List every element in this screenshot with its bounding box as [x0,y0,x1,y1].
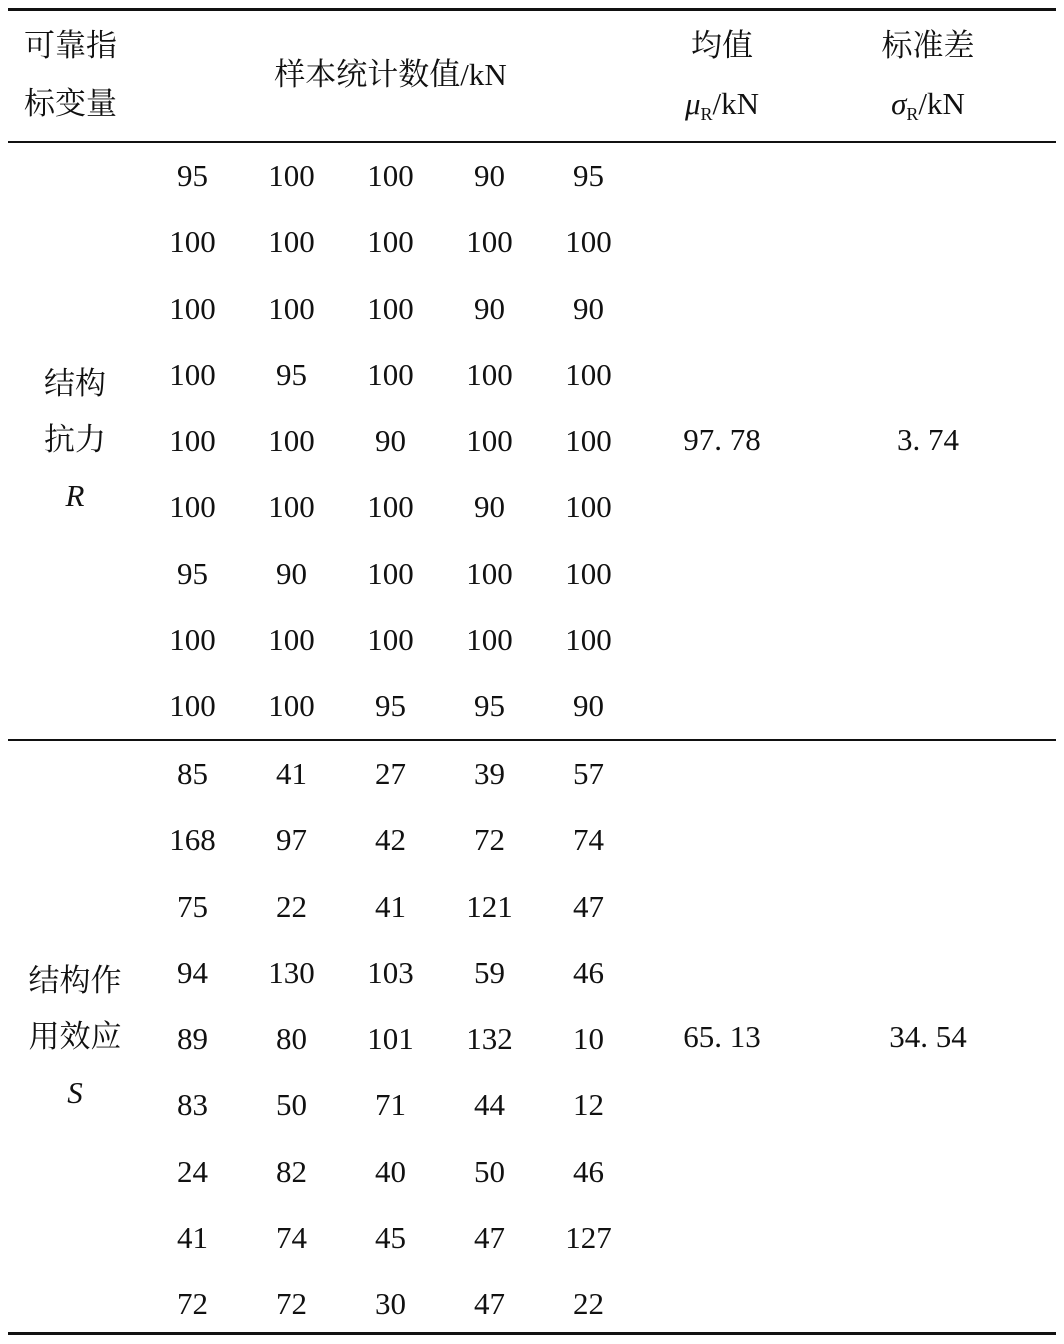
sample-cell: 27 [375,756,406,791]
sample-cell: 168 [169,822,216,858]
sample-cell: 24 [177,1153,208,1189]
table-row [143,342,638,408]
header-samples: 样本统计数值/kN [274,57,507,92]
sample-cell: 90 [375,423,406,459]
group-label-line1: 结构 [44,366,106,401]
header-std-line2 [828,75,1028,143]
header-mean [638,17,806,143]
sample-cell: 97 [276,822,307,858]
std-value-load-effect: 34. 54 [889,1019,967,1054]
sample-cell: 74 [276,1220,307,1256]
sample-cell: 100 [169,423,216,459]
std-subscript: R [906,104,919,124]
sample-cell: 130 [268,954,315,990]
sample-cell: 100 [466,356,513,392]
sample-cell: 100 [466,622,513,658]
sample-cell: 90 [276,555,307,591]
sample-cell: 103 [367,954,414,990]
sample-cell: 100 [466,224,513,260]
sample-cell: 40 [375,1153,406,1189]
sample-cell: 100 [367,356,414,392]
sample-cell: 50 [474,1153,505,1189]
sample-cell: 10 [573,1021,604,1057]
sample-cell: 47 [474,1220,505,1256]
group-label-symbol: S [67,1075,83,1110]
sample-cell: 90 [474,290,505,326]
sample-cell: 41 [375,888,406,924]
sample-cell: 80 [276,1021,307,1057]
table-row [143,474,638,540]
sample-cell: 12 [573,1087,604,1123]
sample-cell: 100 [169,356,216,392]
sample-cell: 101 [367,1021,414,1057]
header-mean-line1: 均值 [691,28,753,63]
sample-cell: 100 [565,356,612,392]
sample-cell: 100 [169,688,216,724]
sample-cell: 95 [375,688,406,724]
sample-cell: 22 [573,1286,604,1322]
sample-cell: 74 [573,822,604,858]
sample-cell: 100 [169,489,216,525]
mean-unit: /kN [712,86,760,121]
sample-cell: 95 [276,356,307,392]
sample-cell: 100 [565,423,612,459]
sample-cell: 72 [177,1286,208,1322]
table-row [143,874,638,940]
sample-cell: 100 [367,622,414,658]
sample-cell: 50 [276,1087,307,1123]
sample-cell: 132 [466,1021,513,1057]
sample-cell: 100 [268,290,315,326]
mean-value-load-effect: 65. 13 [683,1019,761,1054]
sample-cell: 44 [474,1087,505,1123]
sample-cell: 95 [177,555,208,591]
header-variable [24,17,134,133]
sample-cell: 100 [466,555,513,591]
table-row [143,541,638,607]
sample-cell: 85 [177,756,208,791]
sample-cell: 121 [466,888,513,924]
sample-cell: 100 [565,489,612,525]
table-row [143,408,638,474]
table-row [143,143,638,209]
sample-cell: 100 [367,555,414,591]
sample-cell: 100 [268,622,315,658]
group-label-line1: 结构作 [28,963,122,998]
top-rule [8,8,1056,11]
sample-cell: 42 [375,822,406,858]
std-symbol: σ [891,86,907,121]
samples-grid-load-effect [143,741,638,1338]
sample-cell: 95 [177,158,208,193]
sample-cell: 45 [375,1220,406,1256]
header-std [828,17,1028,143]
table-row [143,940,638,1006]
group-label-line2: 抗力 [44,422,106,457]
sample-cell: 100 [169,224,216,260]
sample-cell: 90 [474,489,505,525]
mean-subscript: R [700,104,713,124]
sample-cell: 100 [367,158,414,193]
sample-cell: 127 [565,1220,612,1256]
sample-cell: 57 [573,756,604,791]
table-row [143,1006,638,1072]
sample-cell: 83 [177,1087,208,1123]
sample-cell: 100 [169,290,216,326]
table-row [143,607,638,673]
sample-cell: 59 [474,954,505,990]
table-row [143,276,638,342]
header-variable-line1: 可靠指 [24,28,117,63]
std-unit: /kN [918,86,965,121]
sample-cell: 46 [573,954,604,990]
mean-symbol: μ [684,86,701,121]
sample-cell: 100 [169,622,216,658]
sample-cell: 75 [177,888,208,924]
sample-cell: 90 [474,158,505,193]
header-rule-left [8,141,143,143]
sample-cell: 71 [375,1087,406,1123]
sample-cell: 47 [573,888,604,924]
group-label-load-effect [20,953,130,1121]
sample-cell: 39 [474,756,505,791]
sample-cell: 100 [367,224,414,260]
table-row [143,1271,638,1337]
header-mean-line2 [638,75,806,143]
sample-cell: 95 [474,688,505,724]
sample-cell: 82 [276,1153,307,1189]
sample-cell: 72 [474,822,505,858]
sample-cell: 22 [276,888,307,924]
sample-cell: 100 [367,489,414,525]
std-value-resistance: 3. 74 [897,422,959,457]
sample-cell: 100 [268,158,315,193]
sample-cell: 100 [565,622,612,658]
mean-value-resistance: 97. 78 [683,422,761,457]
sample-cell: 89 [177,1021,208,1057]
table-row [143,1205,638,1271]
table-row [143,209,638,275]
sample-cell: 90 [573,290,604,326]
table-row [143,1072,638,1138]
sample-cell: 41 [177,1220,208,1256]
header-std-line1: 标准差 [881,28,975,63]
sample-cell: 100 [268,224,315,260]
sample-cell: 90 [573,688,604,724]
sample-cell: 100 [466,423,513,459]
sample-cell: 100 [565,555,612,591]
sample-cell: 100 [268,423,315,459]
sample-cell: 41 [276,756,307,791]
group-label-line2: 用效应 [28,1019,122,1054]
sample-cell: 100 [268,688,315,724]
sample-cell: 94 [177,954,208,990]
sample-cell: 46 [573,1153,604,1189]
table-row [143,1139,638,1205]
table-row [143,673,638,739]
table-row [143,741,638,807]
samples-grid-resistance [143,143,638,740]
header-variable-line2: 标变量 [24,86,117,121]
table-row [143,807,638,873]
group-label-symbol: R [65,478,85,513]
group-label-resistance [20,356,130,524]
sample-cell: 72 [276,1286,307,1322]
sample-cell: 47 [474,1286,505,1322]
sample-cell: 100 [268,489,315,525]
sample-cell: 100 [565,224,612,260]
sample-cell: 100 [367,290,414,326]
sample-cell: 30 [375,1286,406,1322]
sample-cell: 95 [573,158,604,193]
